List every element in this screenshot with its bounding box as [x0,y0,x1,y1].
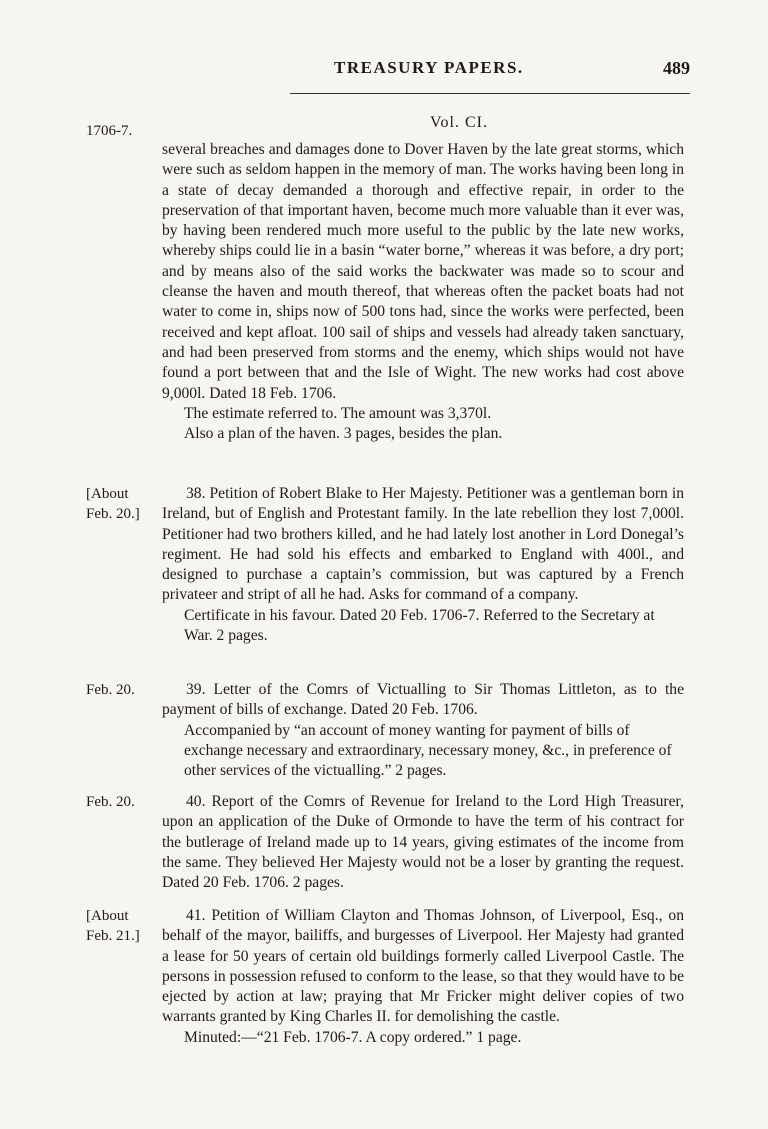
volume-heading: Vol. CI. [430,114,488,131]
margin-date: [About Feb. 21.] [86,908,140,944]
entry-note: Also a plan of the haven. 3 pages, besides the plan. [184,425,503,443]
margin-date: Feb. 20. [86,682,135,698]
entry-note: Minuted:—“21 Feb. 1706-7. A copy ordered.” 1 page. [184,1028,522,1046]
entry-note: The estimate referred to. The amount was 3,370l. [184,404,492,422]
entry-continuation [162,140,684,444]
entry-text: 39. Letter of the Comrs of Victualling to Sir Thomas Littleton, as to the payment of bills of exchange. Dated 20 Feb. 1706. [162,681,684,719]
entry-41 [162,906,684,1048]
margin-date: 1706-7. [86,123,133,139]
entry-text: 41. Petition of William Clayton and Thomas Johnson, of Liverpool, Esq., on behalf of the mayor, bailiffs, and burgesses of Liverpool. Her Majesty had granted a lease for 50 years of certain old buildings formerly called Liverpool Castle. The persons in possession refused to conform to the lease, so that they would have to be ejected by action at law; praying that Mr Fricker might deliver copies of two warrants granted by King Charles II. for demolishing the castle. [162,907,684,1026]
entry-text: several breaches and damages done to Dover Haven by the late great storms, which were such as seldom happen in the memory of man. The works having been long in a state of decay demanded a thorough and effective repair, in order to the preservation of that important haven, become much more valuable than it ever was, by having been rendered much more useful to the public by the late new works, whereby ships could lie in a basin “water borne,” whereas it was before, a dry port; and by means also of the said works the backwater was made so to scour and cleanse the haven and mouth thereof, that whereas often the packet boats had not water to come in, ships now of 500 tons had, since the works were perfected, been received and kept afloat. 100 sail of ships and vessels had already taken sanctuary, and had been preserved from storms and the enemy, which ships would not have found a port between that and the Isle of Wight. The new works had cost above 9,000l. Dated 18 Feb. 1706. [162,141,684,402]
entry-40 [162,792,684,893]
entry-text: 40. Report of the Comrs of Revenue for Ireland to the Lord High Treasurer, upon an application of the Duke of Ormonde to have the term of his contract for the butlerage of Ireland made up to 14 years, giving estimates of the income from the same. They believed Her Majesty would not be a loser by granting the request. Dated 20 Feb. 1706. 2 pages. [162,793,684,892]
margin-date: Feb. 20. [86,794,135,810]
running-title: TREASURY PAPERS. [334,58,524,77]
entry-note: Accompanied by “an account of money wanting for payment of bills of exchange necessary and extraordinary, necessary money, &c., in preference of other services of the victualling.” 2 pages. [184,721,672,780]
margin-date: [About Feb. 20.] [86,486,140,522]
running-header [290,58,690,88]
entry-note: Certificate in his favour. Dated 20 Feb. 1706-7. Referred to the Secretary at War. 2 pages. [184,606,655,645]
page-number: 489 [663,58,690,78]
entry-39 [162,680,684,781]
entry-text: 38. Petition of Robert Blake to Her Majesty. Petitioner was a gentleman born in Ireland, but of English and Protestant family. In the late rebellion they lost 7,000l. Petitioner had two brothers killed, and he had lately lost another in Lord Donegal’s regiment. He had sold his effects and embarked to England with 400l., and designed to purchase a captain’s commission, but was captured by a French privateer and stript of all he had. Asks for command of a company. [162,485,684,604]
entry-38 [162,484,684,646]
header-rule [290,93,690,94]
